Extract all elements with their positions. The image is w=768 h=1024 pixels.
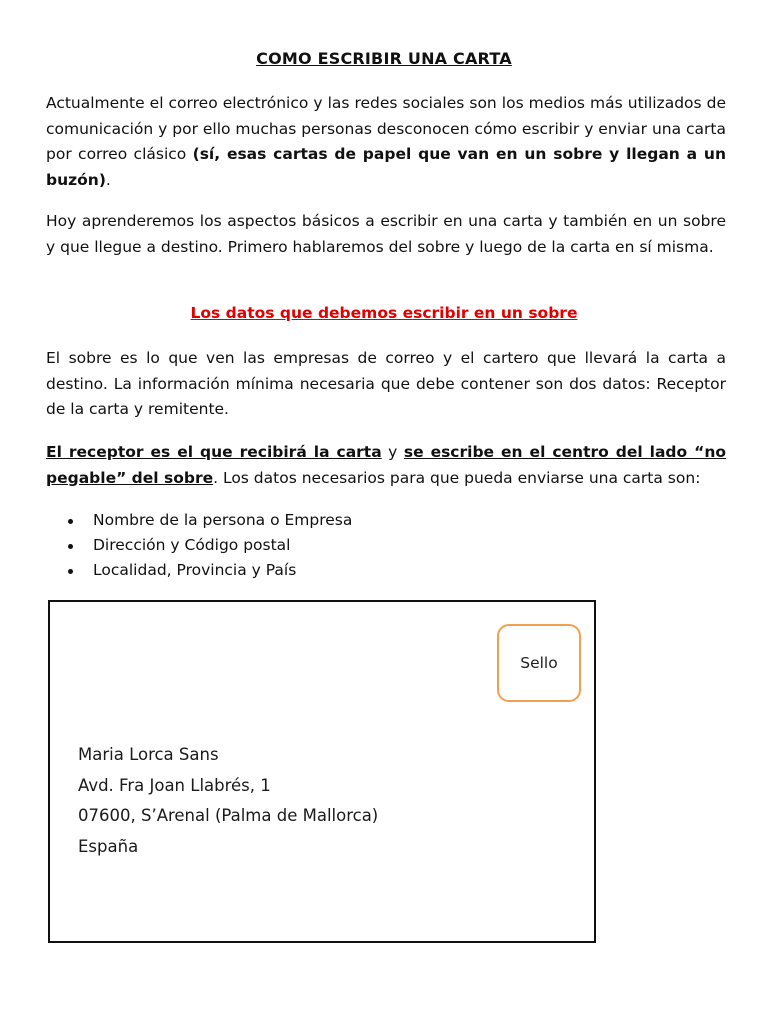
bullet-icon <box>68 544 73 549</box>
paragraph-3: El sobre es lo que ven las empresas de correo y el cartero que llevará la carta a destino. La información mínima necesaria que debe contener son dos datos: Receptor de la carta y remitente. <box>46 349 726 418</box>
intro-bold-text: (sí, esas cartas de papel que van en un sobre y llegan a un buzón) <box>46 145 726 189</box>
paragraph-4-connector: y <box>381 443 404 461</box>
paragraph-2: Hoy aprenderemos los aspectos básicos a escribir en una carta y también en un sobre y que llegue a destino. Primero hablaremos del sobre y luego de la carta en sí misma. <box>46 212 726 256</box>
receptor-definition: El receptor es el que recibirá la carta <box>46 443 382 461</box>
envelope-illustration <box>48 600 596 943</box>
list-item <box>46 558 352 583</box>
list-item <box>46 508 352 533</box>
address-line-name: Maria Lorca Sans <box>78 745 219 764</box>
stamp-label: Sello <box>520 654 558 672</box>
bullet-icon <box>68 569 73 574</box>
page-title: COMO ESCRIBIR UNA CARTA <box>256 49 512 68</box>
paragraph-4-end: . Los datos necesarios para que pueda enviarse una carta son: <box>213 468 701 487</box>
address-line-city: 07600, S’Arenal (Palma de Mallorca) <box>78 806 379 825</box>
list-item <box>46 533 352 558</box>
stamp-box <box>497 624 581 702</box>
section-title: Los datos que debemos escribir en un sobre <box>190 304 578 322</box>
bullet-icon <box>68 519 73 524</box>
intro-end: . <box>105 170 111 189</box>
intro-paragraph <box>46 91 726 193</box>
address-line-street: Avd. Fra Joan Llabrés, 1 <box>78 775 271 795</box>
list-item-text: Dirección y Código postal <box>93 536 291 554</box>
receptor-placement: se escribe en el centro del lado “no pegable” del sobre <box>46 443 727 487</box>
paragraph-4 <box>46 440 726 491</box>
recipient-address <box>78 740 378 862</box>
intro-text: Actualmente el correo electrónico y las redes sociales son los medios más utilizados de comunicación y por ello muchas personas desconocen cómo escribir y enviar una carta por correo clásico <box>46 94 726 163</box>
address-line-country: España <box>78 836 139 856</box>
required-data-list <box>46 508 352 583</box>
list-item-text: Localidad, Provincia y País <box>93 561 297 579</box>
list-item-text: Nombre de la persona o Empresa <box>93 511 353 529</box>
